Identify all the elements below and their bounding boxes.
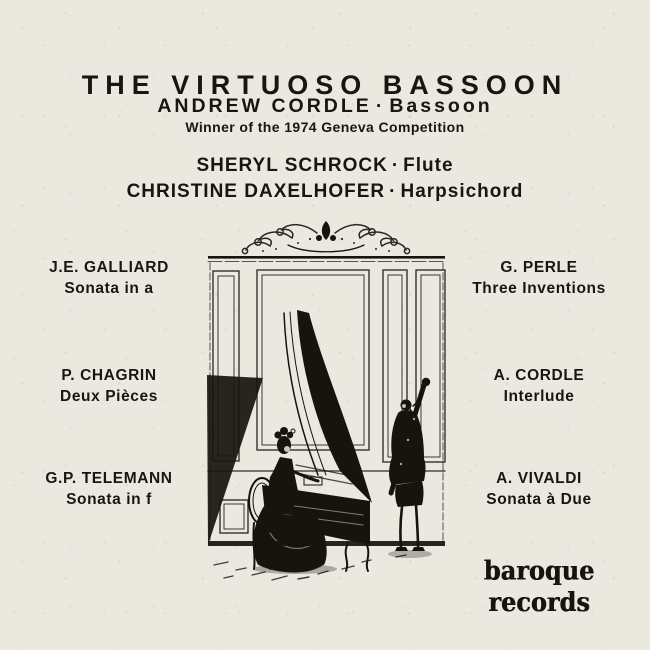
composer-name: G. PERLE: [500, 259, 578, 276]
performer-instrument: Flute: [403, 155, 454, 176]
work-entry: [432, 468, 646, 510]
work-title: Three Inventions: [472, 280, 606, 297]
work-entry: [432, 257, 646, 299]
performer-line: [0, 179, 650, 205]
record-label: baroque records: [483, 554, 595, 618]
performer-name: SHERYL SCHROCK: [196, 155, 388, 176]
performer-credits: [0, 153, 650, 205]
work-entry: [2, 257, 216, 299]
performer-name: CHRISTINE DAXELHOFER: [126, 181, 386, 202]
harpsichord-engraving: [200, 213, 448, 588]
separator-dot: ·: [391, 155, 400, 176]
work-title: Interlude: [503, 388, 575, 405]
artist-name: ANDREW CORDLE: [157, 95, 372, 117]
artist-credential: Winner of the 1974 Geneva Competition: [185, 119, 465, 135]
work-entry: [2, 365, 216, 407]
work-entry: [432, 365, 646, 407]
artist-instrument: Bassoon: [389, 95, 493, 117]
composer-name: G.P. TELEMANN: [45, 470, 173, 487]
artist-credit: [0, 95, 650, 118]
separator-dot: ·: [389, 181, 397, 202]
work-entry: [2, 468, 216, 510]
floor: [208, 541, 445, 580]
composer-name: J.E. GALLIARD: [49, 259, 169, 276]
work-title: Sonata in f: [66, 491, 152, 508]
engraving-image: [200, 213, 448, 588]
work-title: Sonata à Due: [486, 491, 592, 508]
cornice-line: [208, 256, 445, 262]
performer-line: [0, 153, 650, 179]
work-title: Sonata in a: [64, 280, 154, 297]
album-title: THE VIRTUOSO BASSOON: [81, 70, 569, 101]
work-title: Deux Pièces: [60, 388, 158, 405]
bassoonist: [389, 378, 430, 551]
composer-name: A. VIVALDI: [496, 470, 582, 487]
composer-name: P. CHAGRIN: [61, 367, 157, 384]
garland-ornament-icon: [242, 221, 409, 254]
separator-dot: ·: [375, 95, 386, 117]
composer-name: A. CORDLE: [493, 367, 585, 384]
performer-instrument: Harpsichord: [400, 181, 524, 202]
